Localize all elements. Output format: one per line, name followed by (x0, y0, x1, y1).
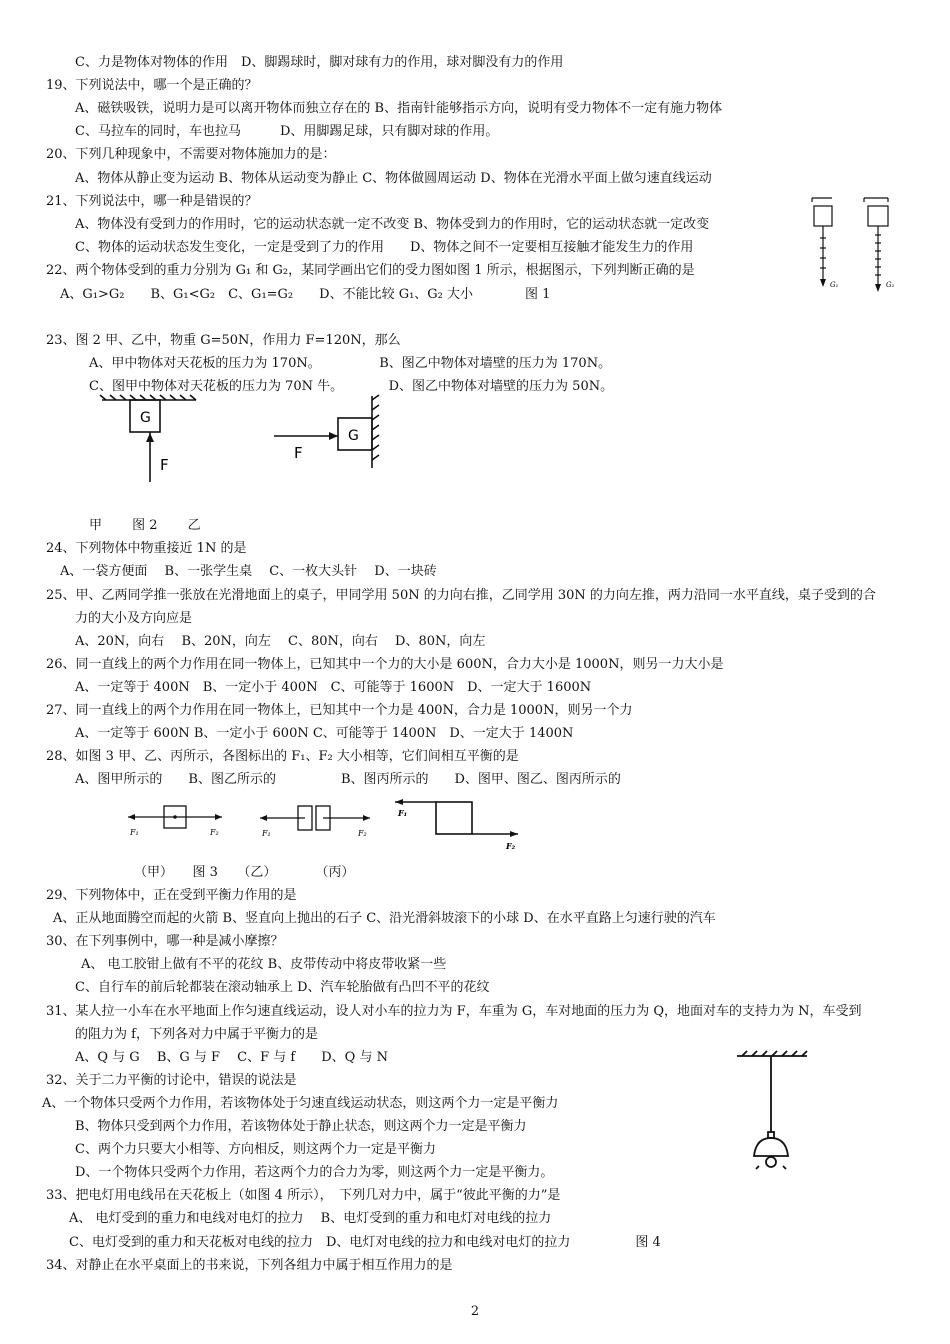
text-line: C、物体的运动状态发生变化，一定是受到了力的作用 D、物体之间不一定要相互接触才能发生力的作用 (75, 240, 694, 255)
text-line: A、物体没有受到力的作用时，它的运动状态就一定不改变 B、物体受到力的作用时，它的运动状态就一定改变 (75, 217, 710, 232)
figure-3-bing (392, 796, 522, 854)
f1-label: F₁ (262, 829, 271, 838)
text-line: A、正从地面腾空而起的火箭 B、竖直向上抛出的石子 C、沿光滑斜坡滚下的小球 D、在水平直路上匀速行驶的汽车 (53, 911, 716, 926)
g-label: G (348, 428, 359, 444)
figure-2-caption: 甲 图 2 乙 (89, 518, 201, 533)
text-line: A、磁铁吸铁，说明力是可以离开物体而独立存在的 B、指南针能够指示方向，说明有受力物体不一定有施力物体 (75, 101, 723, 116)
text-line: 力的大小及方向应是 (75, 611, 193, 626)
question-23: 23、图 2 甲、乙中，物重 G=50N，作用力 F=120N，那么 (46, 333, 401, 348)
f-label: F (160, 456, 169, 474)
question-24: 24、下列物体中物重接近 1N 的是 (46, 541, 247, 556)
text-line: C、两个力只要大小相等、方向相反，则这两个力一定是平衡力 (75, 1142, 436, 1157)
figure-3-jia (126, 800, 226, 840)
question-30: 30、在下列事例中，哪一种是减小摩擦？ (46, 934, 284, 949)
text-line: A、 电工胶钳上做有不平的花纹 B、皮带传动中将皮带收紧一些 (81, 957, 447, 972)
question-27: 27、同一直线上的两个力作用在同一物体上，已知其中一个力是 400N，合力是 1000N，则另一个力 (46, 703, 633, 718)
text-line: A、图甲所示的 B、图乙所示的 B、图丙所示的 D、图甲、图乙、图丙所示的 (75, 772, 621, 787)
question-25: 25、甲、乙两同学推一张放在光滑地面上的桌子，甲同学用 50N 的力向右推，乙同学用 30N 的力向左推，两力沿同一水平直线，桌子受到的合 (46, 588, 876, 603)
question-31: 31、某人拉一小车在水平地面上作匀速直线运动，设人对小车的拉力为 F，车重为 G，车对地面的压力为 Q，地面对车的支持力为 N，车受到 (46, 1004, 862, 1019)
question-33: 33、把电灯用电线吊在天花板上（如图 4 所示）， 下列几对力中，属于“彼此平衡的力”是 (46, 1188, 561, 1203)
question-20: 20、下列几种现象中，不需要对物体施加力的是： (46, 147, 336, 162)
figure-3-caption: （甲） 图 3 （乙） （丙） (134, 865, 355, 880)
text-line: A、20N，向右 B、20N，向左 C、80N，向右 D、80N，向左 (75, 634, 486, 649)
page-number: 2 (470, 1304, 480, 1319)
question-34: 34、对静止在水平桌面上的书来说，下列各组力中属于相互作用力的是 (46, 1258, 453, 1273)
f-label: F (294, 444, 303, 462)
text-line: A、甲中物体对天花板的压力为 170N。 B、图乙中物体对墙壁的压力为 170N。 (89, 356, 612, 371)
g2-label: G₂ (886, 281, 895, 289)
question-22: 22、两个物体受到的重力分别为 G₁ 和 G₂，某同学画出它们的受力图如图 1 所示，根据图示，下列判断正确的是 (46, 263, 695, 278)
g-label: G (140, 410, 151, 426)
question-19: 19、下列说法中，哪一个是正确的？ (46, 78, 258, 93)
text-line: C、力是物体对物体的作用 D、脚踢球时，脚对球有力的作用，球对脚没有力的作用 (75, 55, 564, 70)
text-line: 的阻力为 f，下列各对力中属于平衡力的是 (75, 1027, 318, 1042)
figure-2-jia (98, 394, 202, 490)
f1-label: F₁ (398, 808, 408, 818)
question-29: 29、下列物体中，正在受到平衡力作用的是 (46, 888, 297, 903)
f2-label: F₂ (506, 841, 516, 851)
g1-label: G₁ (830, 281, 839, 289)
question-21: 21、下列说法中，哪一种是错误的？ (46, 194, 258, 209)
f2-label: F₂ (358, 829, 367, 838)
figure-1 (806, 193, 910, 295)
f1-label: F₁ (130, 828, 139, 837)
question-28: 28、如图 3 甲、乙、丙所示，各图标出的 F₁、F₂ 大小相等，它们间相互平衡的是 (46, 749, 519, 764)
text-line: D、一个物体只受两个力作用，若这两个力的合力为零，则这两个力一定是平衡力。 (75, 1165, 554, 1180)
text-line: C、自行车的前后轮都装在滚动轴承上 D、汽车轮胎做有凸凹不平的花纹 (75, 980, 490, 995)
text-line: C、图甲中物体对天花板的压力为 70N 牛。 D、图乙中物体对墙壁的压力为 50N。 (89, 379, 614, 394)
question-26: 26、同一直线上的两个力作用在同一物体上，已知其中一个力的大小是 600N，合力大小是 1000N，则另一力大小是 (46, 657, 724, 672)
text-line: A、G₁>G₂ B、G₁<G₂ C、G₁=G₂ D、不能比较 G₁、G₂ 大小 图 1 (60, 287, 551, 302)
question-32: 32、关于二力平衡的讨论中，错误的说法是 (46, 1073, 297, 1088)
text-line: A、一袋方便面 B、一张学生桌 C、一枚大头针 D、一块砖 (60, 564, 437, 579)
figure-3-yi (258, 800, 374, 840)
text-line: A、物体从静止变为运动 B、物体从运动变为静止 C、物体做圆周运动 D、物体在光滑水平面上做匀速直线运动 (75, 171, 712, 186)
text-line: C、电灯受到的重力和天花板对电线的拉力 D、电灯对电线的拉力和电线对电灯的拉力 图 4 (69, 1235, 661, 1250)
figure-4 (734, 1048, 810, 1176)
text-line: A、一定等于 400N B、一定小于 400N C、可能等于 1600N D、一定大于 1600N (75, 680, 592, 695)
f2-label: F₂ (210, 828, 219, 837)
text-line: A、一定等于 600N B、一定小于 600N C、可能等于 1400N D、一定大于 1400N (75, 726, 574, 741)
text-line: B、物体只受到两个力作用，若该物体处于静止状态，则这两个力一定是平衡力 (75, 1119, 527, 1134)
text-line: A、一个物体只受两个力作用，若该物体处于匀速直线运动状态，则这两个力一定是平衡力 (42, 1096, 559, 1111)
text-line: A、Q 与 G B、G 与 F C、F 与 f D、Q 与 N (75, 1050, 388, 1065)
figure-2-yi (272, 394, 384, 470)
text-line: A、 电灯受到的重力和电线对电灯的拉力 B、电灯受到的重力和电灯对电线的拉力 (69, 1211, 552, 1226)
text-line: C、马拉车的同时，车也拉马 D、用脚踢足球，只有脚对球的作用。 (75, 124, 499, 139)
